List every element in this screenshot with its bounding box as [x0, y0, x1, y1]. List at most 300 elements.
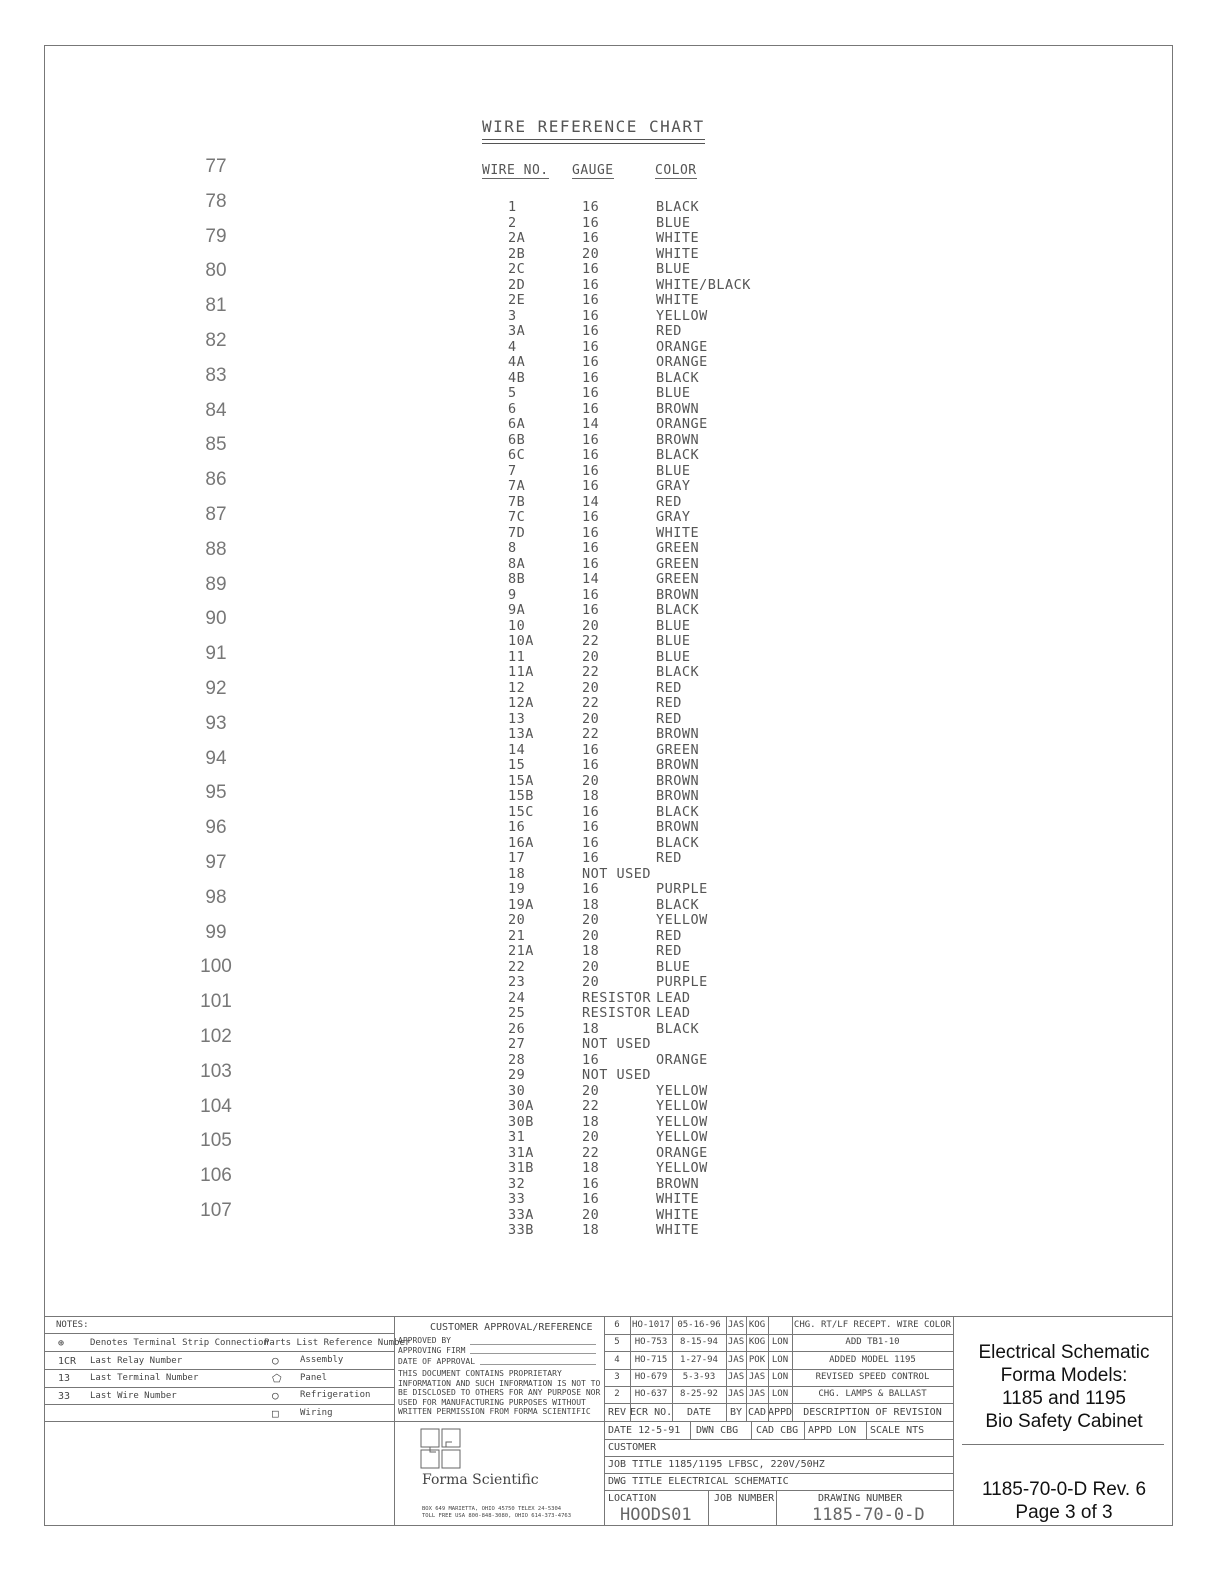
wire-color: ORANGE — [656, 338, 708, 355]
wire-gauge: 16 — [582, 431, 600, 448]
revision-cell: ADDED MODEL 1195 — [829, 1354, 916, 1365]
job-title-field: JOB TITLE 1185/1195 LFBSC, 220V/50HZ — [608, 1459, 825, 1470]
wire-color: YELLOW — [656, 912, 708, 928]
wire-no: 2 — [508, 214, 517, 231]
wire-color: BLACK — [656, 1020, 700, 1037]
wire-gauge: 16 — [582, 447, 600, 463]
wire-row — [0, 928, 1222, 944]
wire-row — [0, 215, 1222, 231]
revision-col-line — [746, 1316, 747, 1421]
wire-row — [0, 354, 1222, 370]
wire-no: 7C — [508, 509, 526, 525]
wire-gauge: 20 — [582, 1129, 600, 1145]
wire-row — [0, 447, 1222, 463]
wire-row — [0, 1222, 1222, 1238]
wire-color: BLUE — [656, 617, 691, 634]
wire-gauge: 22 — [582, 1098, 600, 1114]
line-number: 84 — [205, 399, 227, 421]
wire-gauge: 20 — [582, 679, 600, 696]
note-text: Last Relay Number — [90, 1355, 183, 1366]
revision-cell: CHG. RT/LF RECEPT. WIRE COLOR — [793, 1320, 952, 1330]
wire-gauge: 18 — [582, 943, 600, 959]
rev-label: 1185-70-0-D Rev. 6 — [981, 1479, 1147, 1500]
wire-color: YELLOW — [656, 1129, 708, 1145]
wire-no: 19 — [508, 881, 526, 897]
wire-color: WHITE — [656, 524, 700, 541]
wire-gauge: 16 — [582, 1191, 600, 1207]
wire-no: 8B — [508, 571, 526, 587]
side-title-4: Bio Safety Cabinet — [985, 1411, 1143, 1432]
wire-color: BLUE — [656, 385, 691, 401]
wire-color: LEAD — [656, 989, 691, 1006]
wire-gauge: 18 — [582, 1113, 600, 1130]
date-field: DATE 12-5-91 — [608, 1425, 681, 1436]
revision-row-line — [604, 1421, 953, 1422]
wire-gauge: 16 — [582, 338, 600, 355]
revision-cell: HO-753 — [634, 1337, 668, 1348]
proprietary-line: BE DISCLOSED TO OTHERS FOR ANY PURPOSE NOR — [398, 1388, 601, 1397]
header-wire-no: WIRE NO. — [482, 163, 549, 178]
note-symbol: ⊕ — [58, 1338, 65, 1349]
wire-row — [0, 1191, 1222, 1207]
wire-no: 7B — [508, 493, 526, 510]
wire-no: 10A — [508, 633, 534, 649]
wire-row — [0, 773, 1222, 789]
wire-row — [0, 1036, 1222, 1052]
revision-cell: HO-715 — [634, 1354, 668, 1365]
wire-gauge: RESISTOR — [582, 1005, 652, 1021]
header-color: COLOR — [655, 163, 697, 178]
wire-no: 21A — [508, 943, 534, 959]
wire-gauge: 14 — [582, 493, 600, 510]
wire-no: 3 — [508, 307, 517, 324]
wire-row — [0, 230, 1222, 246]
revision-cell: JAS — [748, 1371, 766, 1382]
wire-gauge: 16 — [582, 1051, 600, 1068]
revision-cell: JAS — [727, 1389, 745, 1400]
line-number: 87 — [205, 504, 227, 525]
wire-gauge: 16 — [582, 261, 600, 277]
wire-no: 24 — [508, 989, 526, 1006]
proprietary-line: INFORMATION AND SUCH INFORMATION IS NOT TO — [398, 1378, 601, 1388]
wire-row — [0, 866, 1222, 882]
notes-title: NOTES: — [56, 1320, 89, 1330]
side-title-3: 1185 and 1195 — [1002, 1388, 1126, 1409]
wire-row — [0, 835, 1222, 851]
wire-gauge: 22 — [582, 695, 600, 711]
wire-no: 27 — [508, 1036, 526, 1052]
wire-row — [0, 757, 1222, 773]
wire-row — [0, 416, 1222, 432]
wire-no: 6B — [508, 431, 526, 448]
wire-row — [0, 1005, 1222, 1021]
wire-color: YELLOW — [656, 1098, 708, 1114]
wire-color: ORANGE — [656, 1144, 708, 1161]
line-number: 77 — [205, 156, 227, 177]
wire-no: 3A — [508, 323, 526, 339]
wire-color: BLACK — [656, 199, 700, 215]
wire-gauge: 18 — [582, 788, 600, 804]
wire-gauge: 20 — [582, 974, 600, 990]
wire-color: BROWN — [656, 757, 700, 773]
wire-color: WHITE — [656, 1191, 700, 1207]
wire-row — [0, 401, 1222, 417]
location-label: LOCATION — [608, 1493, 657, 1504]
wire-no: 30A — [508, 1098, 534, 1114]
line-number: 90 — [205, 608, 227, 630]
wire-gauge: 16 — [582, 524, 600, 541]
wire-color: BROWN — [656, 819, 700, 835]
line-number: 86 — [205, 469, 227, 491]
revision-cell: CAD — [747, 1406, 767, 1418]
wire-no: 12A — [508, 695, 534, 711]
wire-row — [0, 323, 1222, 339]
revision-cell: JAS — [748, 1389, 766, 1400]
scale-field: SCALE NTS — [870, 1425, 925, 1436]
wire-color: BLACK — [656, 834, 700, 851]
part-symbol: ○ — [272, 1389, 279, 1402]
appd-field: APPD LON — [808, 1425, 857, 1436]
wire-color: BLUE — [656, 648, 691, 665]
wire-gauge: 16 — [582, 757, 600, 773]
wire-row — [0, 1145, 1222, 1161]
wire-row — [0, 1083, 1222, 1099]
wire-no: 16 — [508, 819, 526, 835]
wire-gauge: 20 — [582, 912, 600, 928]
wire-no: 31A — [508, 1144, 534, 1161]
wire-row — [0, 974, 1222, 990]
wire-row — [0, 463, 1222, 479]
wire-color: RED — [656, 695, 682, 711]
wire-no: 19A — [508, 896, 534, 913]
revision-cell: 4 — [614, 1354, 620, 1365]
wire-no: 2D — [508, 276, 526, 293]
wire-no: 11A — [508, 664, 534, 680]
wire-row — [0, 432, 1222, 448]
wire-row — [0, 385, 1222, 401]
wire-gauge: NOT USED — [582, 865, 652, 882]
wire-color: BROWN — [656, 772, 700, 789]
revision-cell: 5 — [614, 1337, 620, 1348]
side-title-2: Forma Models: — [1000, 1365, 1128, 1386]
approval-title: CUSTOMER APPROVAL/REFERENCE — [430, 1322, 593, 1333]
wire-no: 18 — [508, 865, 526, 882]
wire-gauge: RESISTOR — [582, 989, 652, 1006]
wire-no: 22 — [508, 958, 526, 975]
wire-gauge: 16 — [582, 540, 600, 556]
wire-no: 2C — [508, 261, 526, 277]
revision-cell: HO-637 — [634, 1389, 668, 1400]
wire-row — [0, 1160, 1222, 1176]
wire-row — [0, 478, 1222, 494]
line-number: 83 — [205, 364, 227, 386]
wire-gauge: 20 — [582, 245, 600, 262]
revision-cell: LON — [771, 1354, 789, 1365]
line-number: 107 — [200, 1200, 232, 1221]
title-block-top — [44, 1316, 1173, 1317]
wire-color: BLACK — [656, 447, 700, 463]
wire-color: BLACK — [656, 803, 700, 820]
dwg-title-field: DWG TITLE ELECTRICAL SCHEMATIC — [608, 1476, 789, 1487]
wire-gauge: 16 — [582, 354, 600, 370]
wire-gauge: 16 — [582, 881, 600, 897]
line-number: 79 — [205, 225, 227, 247]
approving-firm-label: APPROVING FIRM — [398, 1346, 466, 1355]
wire-gauge: 16 — [582, 369, 600, 386]
wire-no: 6A — [508, 416, 526, 432]
page-label: Page 3 of 3 — [1015, 1502, 1113, 1523]
wire-gauge: NOT USED — [582, 1036, 652, 1052]
wire-color: RED — [656, 323, 682, 339]
wire-color: RED — [656, 679, 682, 696]
wire-no: 14 — [508, 741, 526, 758]
revision-cell: REV — [607, 1406, 627, 1418]
wire-gauge: 16 — [582, 819, 600, 835]
wire-gauge: 16 — [582, 741, 600, 758]
wire-gauge: 22 — [582, 633, 600, 649]
dwn-field: DWN CBG — [696, 1425, 739, 1436]
wire-gauge: 16 — [582, 385, 600, 401]
wire-gauge: 16 — [582, 462, 600, 479]
wire-row — [0, 1052, 1222, 1068]
wire-gauge: 16 — [582, 602, 600, 618]
wire-color: BLACK — [656, 602, 700, 618]
wire-row — [0, 1176, 1222, 1192]
revision-cell: CHG. LAMPS & BALLAST — [818, 1389, 927, 1400]
wire-row — [0, 308, 1222, 324]
wire-gauge: 20 — [582, 927, 600, 944]
wire-row — [0, 804, 1222, 820]
wire-no: 7D — [508, 524, 526, 541]
wire-color: WHITE — [656, 1206, 700, 1223]
part-text: Assembly — [300, 1355, 344, 1365]
proprietary-line: WRITTEN PERMISSION FROM FORMA SCIENTIFIC — [398, 1407, 591, 1416]
revision-cell: JAS — [727, 1337, 745, 1348]
wire-row — [0, 912, 1222, 928]
wire-gauge: 16 — [582, 400, 600, 417]
line-number: 103 — [200, 1060, 232, 1082]
revision-row-line — [604, 1369, 953, 1370]
wire-gauge: 16 — [582, 230, 600, 246]
revision-col-line — [672, 1316, 673, 1421]
wire-no: 2B — [508, 245, 526, 262]
wire-no: 21 — [508, 927, 526, 944]
revision-cell: POK — [748, 1354, 766, 1365]
parts-title: Parts List Reference Number — [264, 1338, 411, 1348]
wire-gauge: 16 — [582, 803, 600, 820]
wire-no: 33B — [508, 1222, 534, 1238]
wire-no: 7A — [508, 478, 526, 494]
wire-row — [0, 292, 1222, 308]
revision-cell: 2 — [614, 1389, 620, 1400]
line-number: 102 — [200, 1026, 232, 1047]
line-number: 85 — [205, 434, 227, 456]
wire-no: 20 — [508, 912, 526, 928]
wire-no: 30B — [508, 1113, 534, 1130]
wire-gauge: 22 — [582, 726, 600, 742]
wire-row — [0, 1129, 1222, 1145]
wire-gauge: 22 — [582, 664, 600, 680]
chart-title: WIRE REFERENCE CHART — [482, 117, 705, 140]
revision-cell: JAS — [727, 1320, 745, 1330]
line-number: 106 — [200, 1165, 232, 1187]
forma-logo — [420, 1428, 462, 1470]
wire-row — [0, 540, 1222, 556]
wire-no: 32 — [508, 1175, 526, 1192]
wire-no: 29 — [508, 1067, 526, 1083]
revision-cell: REVISED SPEED CONTROL — [815, 1371, 930, 1382]
wire-row — [0, 587, 1222, 603]
wire-no: 2E — [508, 292, 526, 308]
wire-no: 9A — [508, 602, 526, 618]
wire-row — [0, 246, 1222, 262]
revision-row-line — [604, 1351, 953, 1352]
revision-row-line — [604, 1334, 953, 1335]
wire-gauge: 16 — [582, 555, 600, 572]
wire-gauge: 20 — [582, 710, 600, 727]
note-text: Last Terminal Number — [90, 1373, 199, 1383]
line-number: 91 — [205, 643, 227, 665]
revision-cell: LON — [771, 1389, 789, 1400]
wire-row — [0, 711, 1222, 727]
revision-cell: ADD TB1-10 — [845, 1337, 900, 1348]
revision-cell: DATE — [686, 1406, 712, 1418]
note-symbol: 33 — [58, 1390, 71, 1402]
wire-gauge: 22 — [582, 1144, 600, 1161]
wire-row — [0, 277, 1222, 293]
wire-color: BLACK — [656, 369, 700, 386]
line-number: 99 — [205, 921, 227, 943]
wire-color: BLACK — [656, 896, 700, 913]
cad-field: CAD CBG — [756, 1425, 799, 1436]
wire-row — [0, 850, 1222, 866]
wire-color: WHITE — [656, 292, 700, 308]
line-number: 93 — [205, 712, 227, 734]
wire-row — [0, 680, 1222, 696]
wire-no: 5 — [508, 385, 517, 401]
wire-no: 10 — [508, 617, 526, 634]
wire-row — [0, 633, 1222, 649]
note-symbol: 13 — [58, 1373, 71, 1384]
wire-gauge: 14 — [582, 416, 600, 432]
part-symbol: □ — [272, 1406, 279, 1420]
wire-gauge: 16 — [582, 199, 600, 215]
part-symbol: ○ — [272, 1354, 279, 1367]
wire-color: YELLOW — [656, 307, 708, 324]
wire-row — [0, 990, 1222, 1006]
wire-gauge: NOT USED — [582, 1067, 652, 1083]
wire-no: 15B — [508, 788, 534, 804]
wire-row — [0, 339, 1222, 355]
wire-no: 1 — [508, 199, 517, 215]
revision-cell: 3 — [614, 1371, 620, 1382]
line-number: 82 — [205, 330, 227, 351]
line-number: 104 — [200, 1095, 232, 1117]
part-text: Refrigeration — [300, 1390, 371, 1400]
wire-color: PURPLE — [656, 881, 708, 897]
wire-gauge: 20 — [582, 772, 600, 789]
wire-row — [0, 556, 1222, 572]
wire-color: GREEN — [656, 571, 700, 587]
wire-no: 2A — [508, 230, 526, 246]
wire-color: RED — [656, 943, 682, 959]
wire-color: BLUE — [656, 261, 691, 277]
wire-row — [0, 509, 1222, 525]
wire-color: ORANGE — [656, 416, 708, 432]
wire-gauge: 20 — [582, 648, 600, 665]
wire-no: 31 — [508, 1129, 526, 1145]
revision-row-line — [604, 1403, 953, 1404]
wire-no: 31B — [508, 1160, 534, 1176]
wire-row — [0, 1067, 1222, 1083]
wire-no: 13 — [508, 710, 526, 727]
wire-color: GREEN — [656, 555, 700, 572]
wire-gauge: 16 — [582, 276, 600, 293]
wire-gauge: 16 — [582, 586, 600, 603]
wire-row — [0, 1098, 1222, 1114]
revision-col-line — [726, 1316, 727, 1421]
wire-no: 13A — [508, 726, 534, 742]
wire-color: WHITE/BLACK — [656, 276, 751, 293]
revision-cell: 5-3-93 — [682, 1371, 716, 1382]
wire-color: BROWN — [656, 586, 700, 603]
note-text: Denotes Terminal Strip Connection — [90, 1338, 269, 1348]
revision-cell: HO-1017 — [632, 1320, 670, 1330]
revision-cell: BY — [729, 1406, 743, 1418]
line-number: 92 — [205, 678, 227, 699]
wire-no: 9 — [508, 586, 517, 603]
revision-cell: LON — [771, 1337, 789, 1348]
wire-color: GREEN — [656, 540, 700, 556]
wire-no: 16A — [508, 834, 534, 851]
line-number: 78 — [205, 190, 227, 212]
wire-row — [0, 370, 1222, 386]
wire-no: 6C — [508, 447, 526, 463]
revision-cell: JAS — [727, 1371, 745, 1382]
wire-color: WHITE — [656, 230, 700, 246]
revision-cell: HO-679 — [634, 1371, 668, 1382]
wire-gauge: 16 — [582, 323, 600, 339]
wire-color: YELLOW — [656, 1082, 708, 1099]
wire-color: WHITE — [656, 245, 700, 262]
wire-color: RED — [656, 710, 682, 727]
wire-color: BROWN — [656, 1175, 700, 1192]
wire-row — [0, 602, 1222, 618]
wire-no: 12 — [508, 679, 526, 696]
wire-no: 4B — [508, 369, 526, 386]
drawing-number-label: DRAWING NUMBER — [818, 1493, 903, 1504]
wire-row — [0, 881, 1222, 897]
proprietary-line: THIS DOCUMENT CONTAINS PROPRIETARY — [398, 1369, 562, 1378]
line-number: 101 — [200, 991, 232, 1013]
wire-no: 28 — [508, 1051, 526, 1068]
wire-no: 25 — [508, 1005, 526, 1021]
revision-row-line — [604, 1386, 953, 1387]
wire-color: ORANGE — [656, 354, 708, 370]
proprietary-line: USED FOR MANUFACTURING PURPOSES WITHOUT — [398, 1397, 586, 1407]
wire-no: 4A — [508, 354, 526, 370]
wire-gauge: 16 — [582, 850, 600, 866]
part-text: Wiring — [300, 1407, 333, 1418]
wire-row — [0, 618, 1222, 634]
wire-gauge: 20 — [582, 1082, 600, 1099]
wire-no: 33A — [508, 1206, 534, 1223]
revision-col-line — [792, 1316, 793, 1421]
wire-gauge: 16 — [582, 509, 600, 525]
wire-gauge: 16 — [582, 307, 600, 324]
wire-color: BLACK — [656, 664, 700, 680]
wire-gauge: 20 — [582, 958, 600, 975]
